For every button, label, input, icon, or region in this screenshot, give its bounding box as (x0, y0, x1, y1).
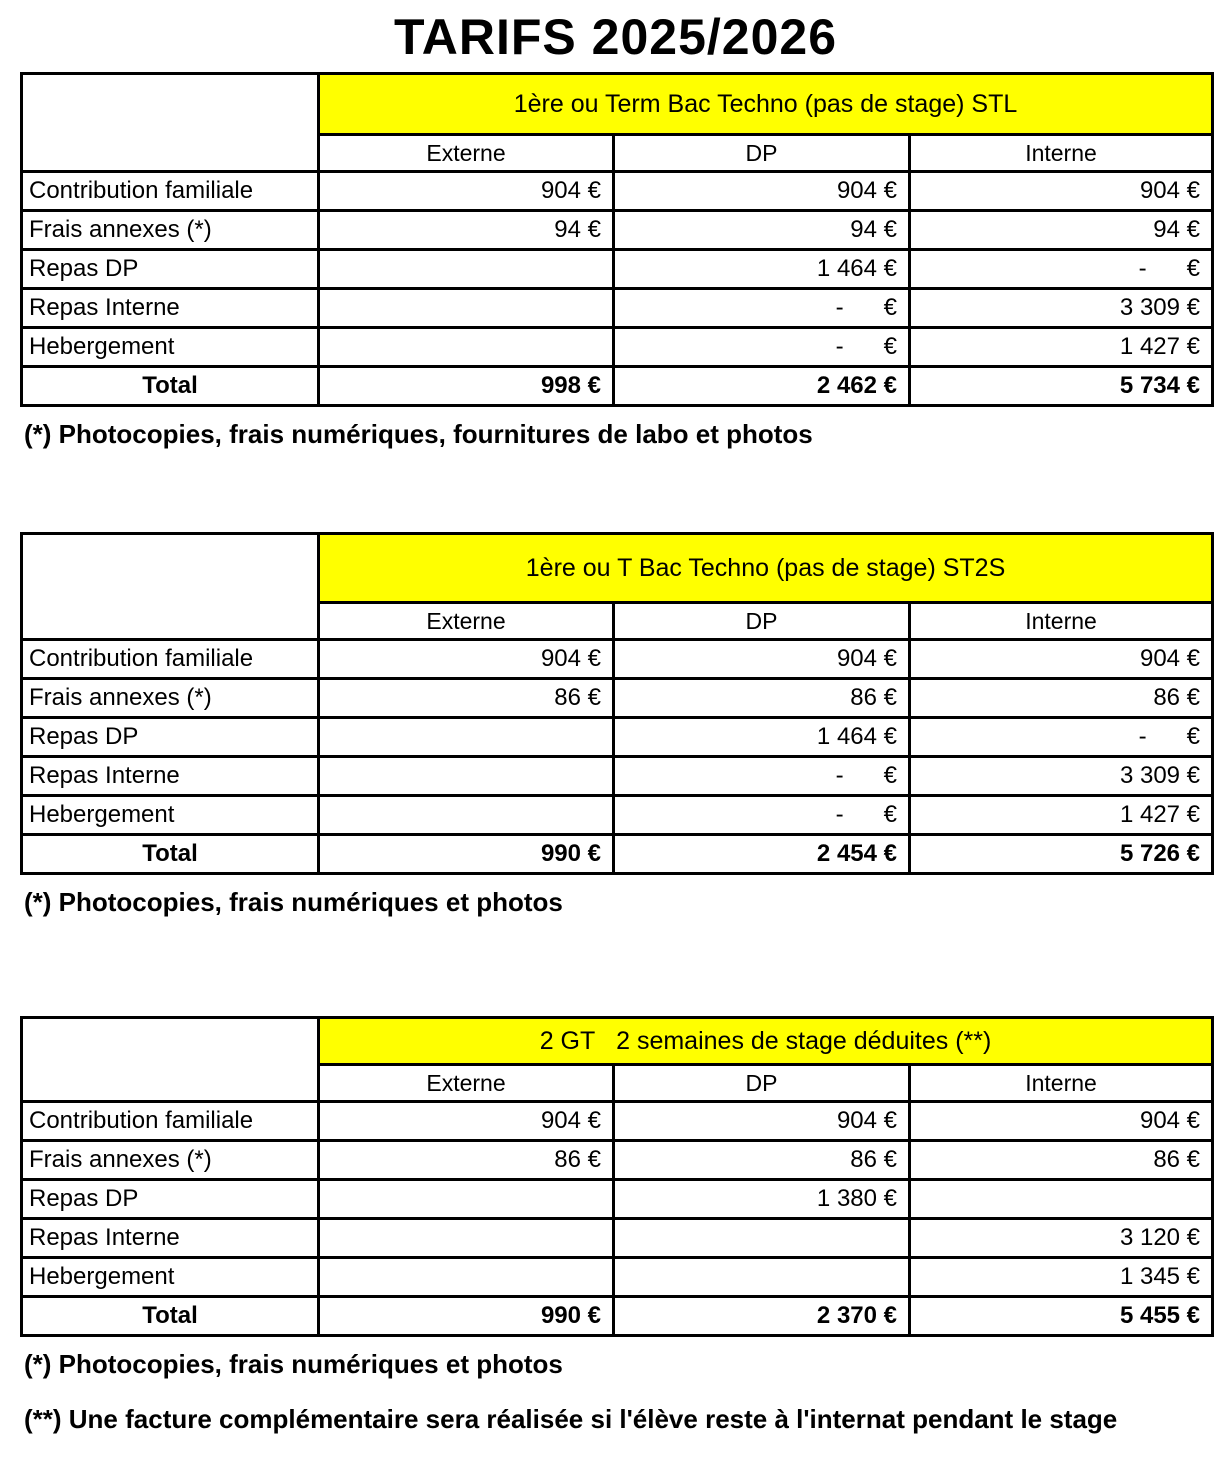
value-cell: - € (614, 328, 910, 367)
footnote-table-2gt: (*) Photocopies, frais numériques et photos (24, 1349, 563, 1379)
value-cell: 904 € (614, 172, 910, 211)
row-label-hebergement: Hebergement (22, 1258, 319, 1297)
value-cell (319, 1219, 614, 1258)
row-label-repas-dp: Repas DP (22, 250, 319, 289)
group-header: 1ère ou T Bac Techno (pas de stage) ST2S (319, 534, 1213, 603)
corner-cell (22, 74, 319, 172)
column-header-interne: Interne (910, 135, 1213, 172)
value-cell: 1 464 € (614, 718, 910, 757)
value-cell: 1 380 € (614, 1180, 910, 1219)
column-header-interne: Interne (910, 603, 1213, 640)
column-header-dp: DP (614, 135, 910, 172)
total-value-cell: 5 455 € (910, 1297, 1213, 1336)
value-cell (614, 1258, 910, 1297)
value-cell: 904 € (910, 640, 1213, 679)
value-cell: - € (910, 250, 1213, 289)
row-label-contribution-familiale: Contribution familiale (22, 640, 319, 679)
page-title: TARIFS 2025/2026 (393, 9, 838, 65)
value-cell (319, 250, 614, 289)
tariff-table-2gt (20, 1016, 1214, 1337)
value-cell: 904 € (319, 172, 614, 211)
row-label-frais-annexes: Frais annexes (*) (22, 1141, 319, 1180)
column-header-externe: Externe (319, 1065, 614, 1102)
corner-cell (22, 1018, 319, 1102)
row-label-repas-interne: Repas Interne (22, 289, 319, 328)
table-row (22, 757, 1213, 796)
table-row (22, 679, 1213, 718)
value-cell: - € (614, 757, 910, 796)
table-row (22, 640, 1213, 679)
column-header-externe: Externe (319, 603, 614, 640)
value-cell: 3 309 € (910, 757, 1213, 796)
group-header: 1ère ou Term Bac Techno (pas de stage) STL (319, 74, 1213, 135)
table-row (22, 250, 1213, 289)
column-header-dp: DP (614, 603, 910, 640)
total-value-cell: 5 726 € (910, 835, 1213, 874)
value-cell: 1 427 € (910, 328, 1213, 367)
value-cell: - € (614, 289, 910, 328)
value-cell: 94 € (910, 211, 1213, 250)
total-value-cell: 990 € (319, 1297, 614, 1336)
row-label-repas-interne: Repas Interne (22, 1219, 319, 1258)
value-cell: 86 € (614, 679, 910, 718)
table-row (22, 1018, 1213, 1065)
value-cell: 904 € (910, 172, 1213, 211)
value-cell: 86 € (614, 1141, 910, 1180)
value-cell: 3 120 € (910, 1219, 1213, 1258)
row-label-hebergement: Hebergement (22, 796, 319, 835)
table-row (22, 211, 1213, 250)
value-cell: 94 € (319, 211, 614, 250)
value-cell: 1 427 € (910, 796, 1213, 835)
table-row (22, 718, 1213, 757)
value-cell: 904 € (614, 640, 910, 679)
footnote-table-stl: (*) Photocopies, frais numériques, fournitures de labo et photos (24, 419, 813, 449)
column-header-externe: Externe (319, 135, 614, 172)
total-value-cell: 2 370 € (614, 1297, 910, 1336)
tariff-table-st2s (20, 532, 1214, 875)
value-cell: 1 464 € (614, 250, 910, 289)
total-value-cell: 998 € (319, 367, 614, 406)
row-label-frais-annexes: Frais annexes (*) (22, 211, 319, 250)
table-row (22, 328, 1213, 367)
value-cell: 904 € (319, 1102, 614, 1141)
value-cell (910, 1180, 1213, 1219)
value-cell: - € (910, 718, 1213, 757)
value-cell (319, 757, 614, 796)
value-cell (319, 289, 614, 328)
row-label-frais-annexes: Frais annexes (*) (22, 679, 319, 718)
total-value-cell: 2 454 € (614, 835, 910, 874)
value-cell (319, 328, 614, 367)
column-header-interne: Interne (910, 1065, 1213, 1102)
table-row (22, 1180, 1213, 1219)
total-row (22, 1297, 1213, 1336)
row-label-hebergement: Hebergement (22, 328, 319, 367)
total-label: Total (22, 367, 319, 406)
total-value-cell: 2 462 € (614, 367, 910, 406)
total-label: Total (22, 835, 319, 874)
table-row (22, 172, 1213, 211)
row-label-repas-dp: Repas DP (22, 718, 319, 757)
table-row (22, 1258, 1213, 1297)
table-row (22, 1102, 1213, 1141)
value-cell: 86 € (319, 1141, 614, 1180)
total-value-cell: 5 734 € (910, 367, 1213, 406)
row-label-repas-interne: Repas Interne (22, 757, 319, 796)
value-cell (319, 718, 614, 757)
value-cell: 86 € (910, 679, 1213, 718)
value-cell: 1 345 € (910, 1258, 1213, 1297)
total-row (22, 835, 1213, 874)
footnote-table-st2s: (*) Photocopies, frais numériques et photos (24, 887, 563, 917)
value-cell: 94 € (614, 211, 910, 250)
tariff-table-stl (20, 72, 1214, 407)
value-cell: 86 € (910, 1141, 1213, 1180)
group-header: 2 GT 2 semaines de stage déduites (**) (319, 1018, 1213, 1065)
row-label-repas-dp: Repas DP (22, 1180, 319, 1219)
value-cell: 904 € (319, 640, 614, 679)
table-row (22, 1219, 1213, 1258)
value-cell: 904 € (614, 1102, 910, 1141)
value-cell: - € (614, 796, 910, 835)
total-value-cell: 990 € (319, 835, 614, 874)
total-label: Total (22, 1297, 319, 1336)
value-cell (319, 1180, 614, 1219)
total-row (22, 367, 1213, 406)
table-row (22, 289, 1213, 328)
value-cell: 3 309 € (910, 289, 1213, 328)
table-row (22, 534, 1213, 603)
column-header-dp: DP (614, 1065, 910, 1102)
value-cell: 904 € (910, 1102, 1213, 1141)
row-label-contribution-familiale: Contribution familiale (22, 1102, 319, 1141)
value-cell (319, 796, 614, 835)
row-label-contribution-familiale: Contribution familiale (22, 172, 319, 211)
value-cell (319, 1258, 614, 1297)
value-cell (614, 1219, 910, 1258)
table-row (22, 1141, 1213, 1180)
table-row (22, 796, 1213, 835)
table-row (22, 74, 1213, 135)
corner-cell (22, 534, 319, 640)
footnote-internat-stage: (**) Une facture complémentaire sera réalisée si l'élève reste à l'internat pendant le stage (24, 1404, 1118, 1434)
value-cell: 86 € (319, 679, 614, 718)
